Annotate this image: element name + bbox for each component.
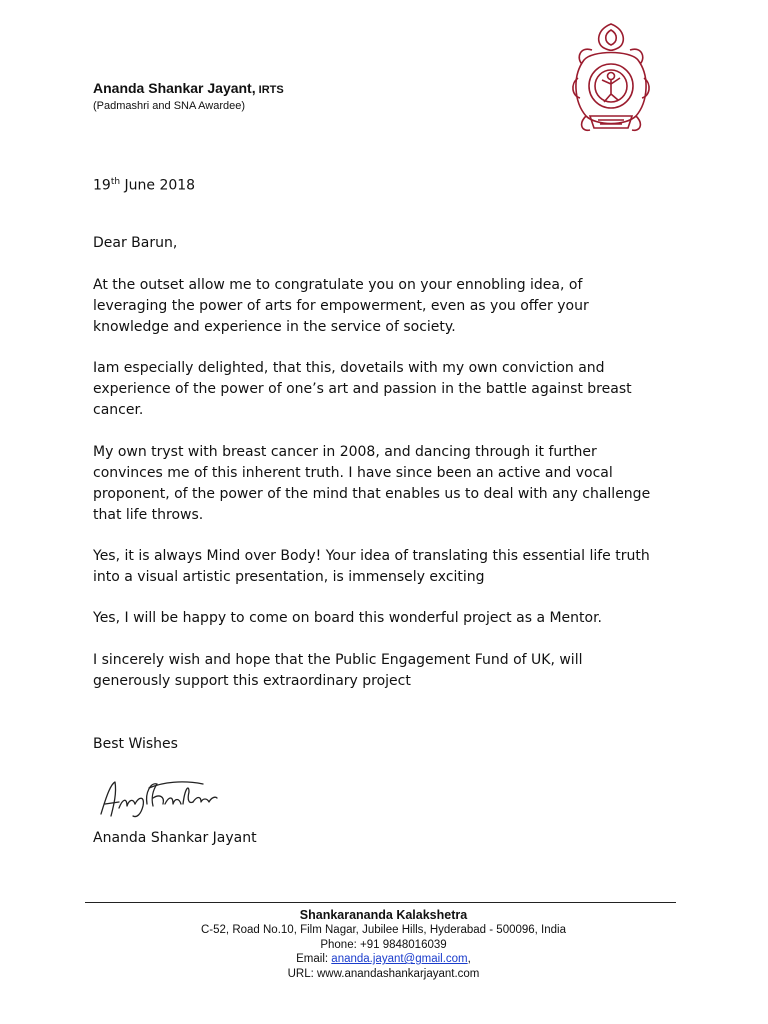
paragraph: My own tryst with breast cancer in 2008, and dancing through it further convinces me of this inherent truth. I have since been an active and vocal proponent, of the power of the mind that enables us to deal with any challenge that life throws. (93, 444, 651, 523)
paragraph: Iam especially delighted, that this, dovetails with my own conviction and experience of the power of one’s art and passion in the battle against breast cancer. (93, 360, 632, 418)
address: C-52, Road No.10, Film Nagar, Jubilee Hills, Hyderabad - 500096, India (201, 924, 566, 936)
letter-date (93, 172, 653, 197)
sender-name-text: Ananda Shankar Jayant, (93, 80, 256, 96)
date-day: 19 (93, 177, 111, 194)
email-line (85, 952, 682, 967)
sender-name (93, 80, 284, 99)
email-label: Email: (296, 953, 332, 965)
signer-name: Ananda Shankar Jayant (93, 830, 257, 846)
paragraph: Yes, it is always Mind over Body! Your idea of translating this essential life truth into a visual artistic presentation, is immensely exciting (93, 548, 650, 585)
dancer-emblem-icon (566, 20, 656, 138)
salutation: Dear Barun, (93, 235, 178, 251)
footer-divider (85, 902, 676, 903)
email-link[interactable]: ananda.jayant@gmail.com (331, 953, 468, 965)
organization-name: Shankarananda Kalakshetra (299, 908, 468, 922)
closing: Best Wishes (93, 736, 178, 752)
footer (85, 907, 682, 981)
email-suffix: , (467, 953, 471, 965)
sender-title-suffix: IRTS (255, 84, 284, 96)
website-url: URL: www.anandashankarjayant.com (287, 967, 480, 980)
handwritten-signature (93, 774, 223, 824)
date-ordinal: th (110, 177, 121, 187)
paragraph: Yes, I will be happy to come on board this wonderful project as a Mentor. (93, 610, 603, 626)
paragraph: I sincerely wish and hope that the Public Engagement Fund of UK, will generously support this extraordinary project (93, 652, 583, 689)
paragraph: At the outset allow me to congratulate you on your ennobling idea, of leveraging the power of arts for empowerment, even as you offer your knowledge and experience in the service of society. (93, 277, 589, 335)
letterhead (93, 80, 284, 113)
phone: Phone: +91 9848016039 (320, 938, 447, 951)
sender-awards: (Padmashri and SNA Awardee) (93, 100, 246, 112)
date-month-year: June 2018 (120, 177, 196, 194)
